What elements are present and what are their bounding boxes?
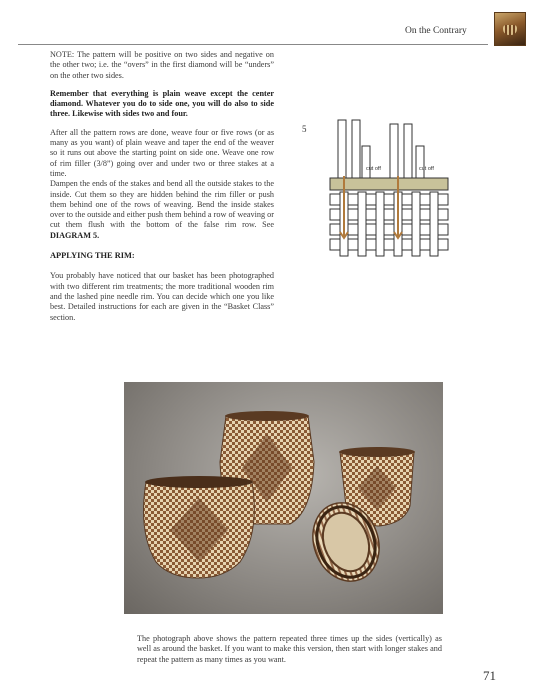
remember-paragraph: Remember that everything is plain weave except the center diamond. Whatever you do to side one, you will do also to side three. Likewise with sides two and four. — [50, 88, 274, 119]
page-header — [0, 0, 540, 50]
text-column — [50, 50, 274, 331]
basket-logo-icon — [494, 12, 526, 46]
diagram-reference: DIAGRAM 5. — [50, 230, 100, 240]
cut-off-label-right: cut off — [419, 166, 434, 172]
after-rows-paragraph: After all the pattern rows are done, weave four or five rows (or as many as you want) of plain weave and taper the end of the weaver so it runs out above the starting point on side one. Weave one row of rim filler (3/8”) going over and under two or three stakes at a time. — [50, 127, 274, 178]
photo-caption: The photograph above shows the pattern repeated three times up the sides (vertically) as well as around the basket. If you want to make this version, then start with longer stakes and repeat the pattern as many times as you want. — [137, 634, 442, 664]
rim-filler — [330, 178, 448, 190]
dampen-text: Dampen the ends of the stakes and bend all the outside stakes to the inside. Cut them so they are hidden behind the rim filler or push them behind one of the rows of weaving. Bend the inside stakes over to the outside and either push them behind a row of weaving or cut them flush with the bottom of the false rim row. See — [50, 179, 274, 230]
baskets-illustration — [124, 382, 443, 614]
cut-off-label-left: cut off — [366, 166, 381, 172]
header-rule — [18, 44, 488, 45]
diagram-number: 5 — [302, 124, 307, 134]
page-number: 71 — [483, 668, 496, 683]
dampen-paragraph — [50, 179, 274, 241]
left-basket — [144, 476, 255, 578]
header-title: On the Contrary — [405, 26, 467, 36]
rim-paragraph: You probably have noticed that our basket has been photographed with two different rim treatments; the more traditional wooden rim and the lashed pine needle rim. You can decide which one you like best. Detailed instructions for each are given in the “Basket Class” section. — [50, 271, 274, 322]
baskets-photo — [124, 382, 443, 614]
rim-diagram — [318, 118, 468, 264]
rim-heading: APPLYING THE RIM: — [50, 251, 135, 261]
note-paragraph: NOTE: The pattern will be positive on two sides and negative on the other two; i.e. the “overs” in the first diamond will be “unders” on the other two sides. — [50, 50, 274, 80]
